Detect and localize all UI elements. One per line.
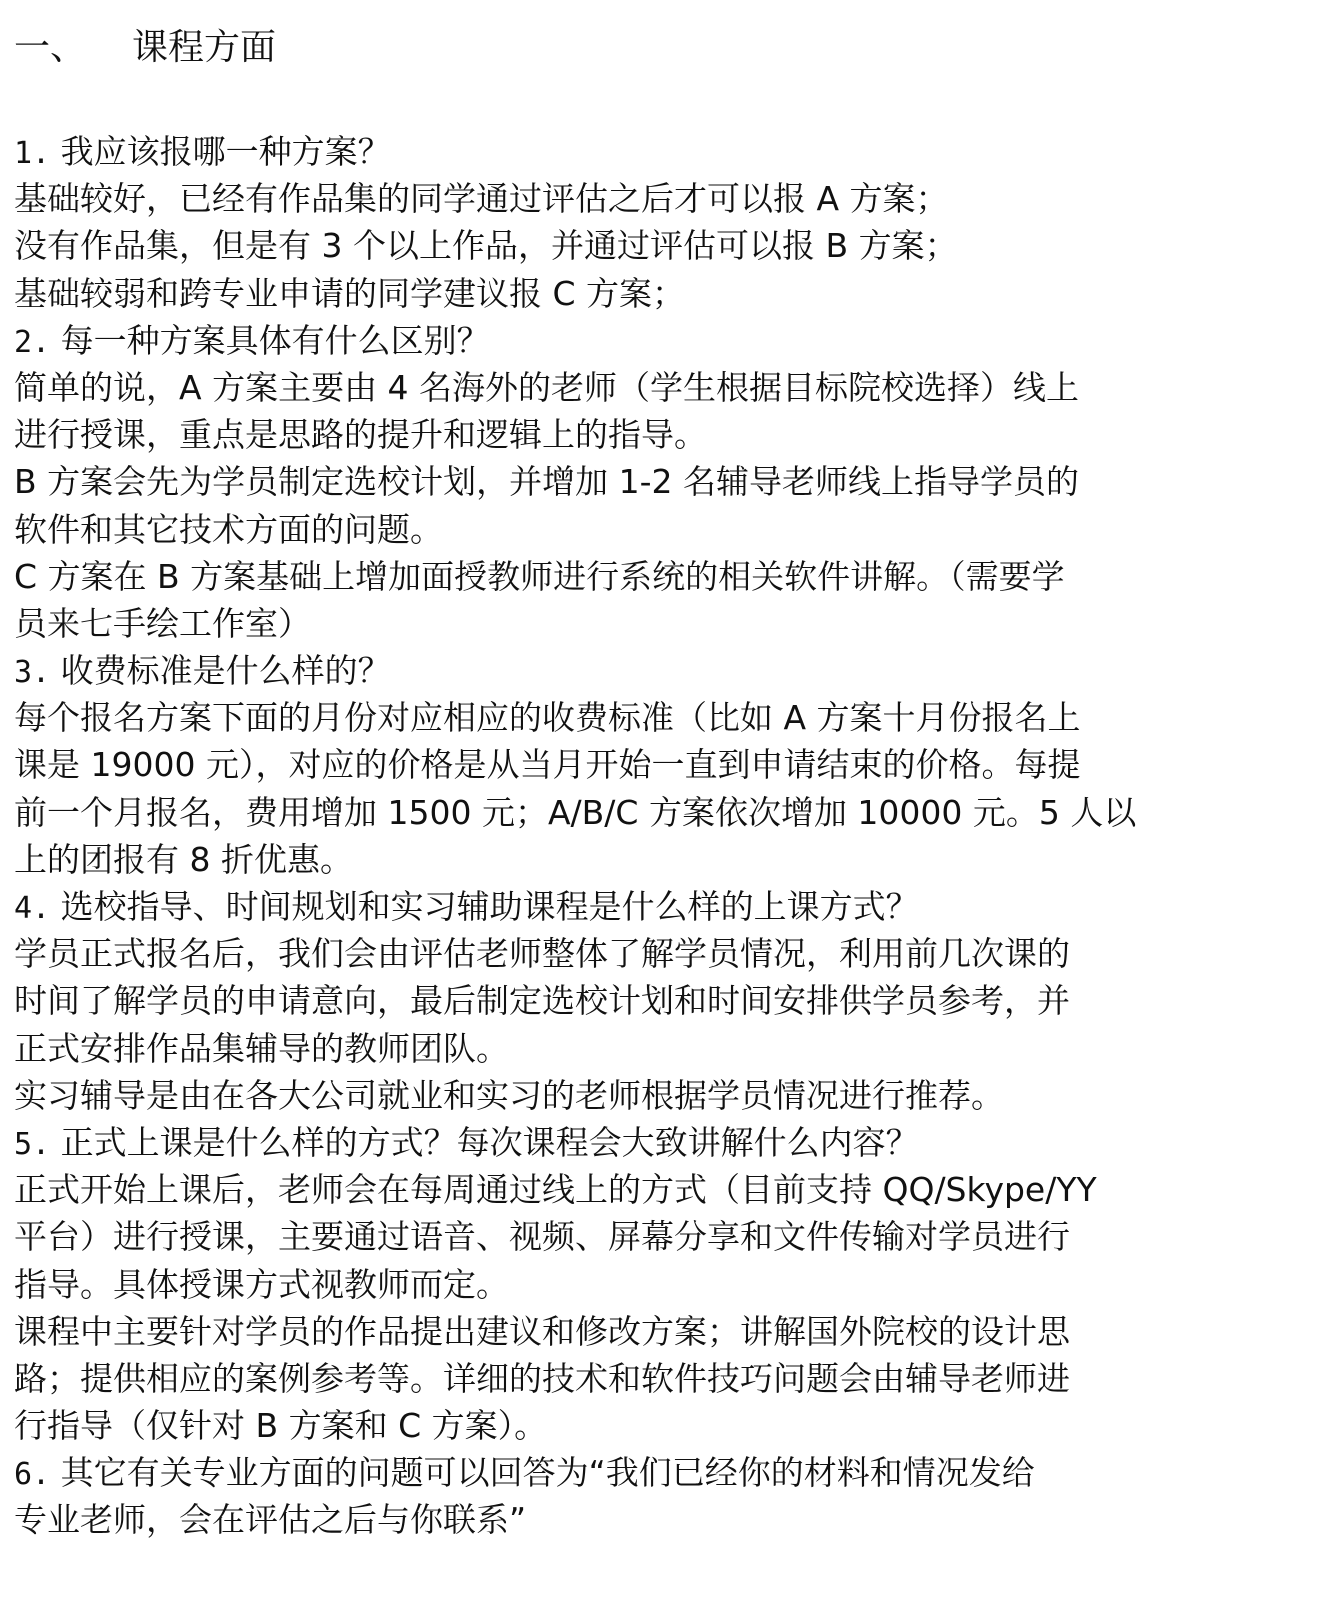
faq-question [14, 317, 1304, 364]
faq-item [14, 883, 1304, 1119]
faq-item [14, 317, 1304, 647]
answer-line: 上的团报有 8 折优惠。 [14, 839, 353, 879]
answer-line: 指导。具体授课方式视教师而定。 [14, 1264, 509, 1304]
faq-question [14, 883, 1304, 930]
faq-question [14, 1119, 1304, 1166]
faq-list [14, 128, 1304, 1544]
answer-line: 行指导（仅针对 B 方案和 C 方案）。 [14, 1406, 548, 1446]
faq-question [14, 128, 1304, 175]
faq-item [14, 1449, 1304, 1543]
document-page [14, 22, 1304, 1544]
question-text: 我应该报哪一种方案？ [60, 132, 391, 171]
answer-line: 专业老师，会在评估之后与你联系” [14, 1500, 527, 1540]
faq-item [14, 1119, 1304, 1449]
answer-line: 课程中主要针对学员的作品提出建议和修改方案；讲解国外院校的设计思 [14, 1311, 1070, 1351]
answer-line: 进行授课，重点是思路的提升和逻辑上的指导。 [14, 415, 707, 455]
faq-item [14, 128, 1304, 317]
question-text: 每一种方案具体有什么区别？ [60, 320, 490, 360]
answer-line: 基础较弱和跨专业申请的同学建议报 C 方案； [14, 273, 686, 313]
question-number: 4. [14, 891, 51, 926]
answer-line: 基础较好，已经有作品集的同学通过评估之后才可以报 A 方案； [14, 179, 949, 219]
answer-line: 简单的说，A 方案主要由 4 名海外的老师（学生根据目标院校选择）线上 [14, 367, 1080, 407]
answer-line: 软件和其它技术方面的问题。 [14, 509, 443, 549]
answer-line: 学员正式报名后，我们会由评估老师整体了解学员情况，利用前几次课的 [14, 934, 1070, 974]
answer-line: 正式开始上课后，老师会在每周通过线上的方式（目前支持 QQ/Skype/YY [14, 1170, 1097, 1210]
question-number: 5. [14, 1126, 51, 1162]
section-heading [14, 22, 1304, 74]
faq-question [14, 1449, 1304, 1496]
answer-line: 前一个月报名，费用增加 1500 元；A/B/C 方案依次增加 10000 元。5 人以 [14, 792, 1137, 832]
question-number: 6. [14, 1457, 51, 1493]
question-number: 3. [14, 655, 51, 691]
section-title: 课程方面 [132, 27, 277, 68]
answer-line: 员来七手绘工作室） [14, 603, 311, 643]
answer-line: 课是 19000 元），对应的价格是从当月开始一直到申请结束的价格。每提 [14, 745, 1081, 785]
section-number: 一、 [14, 27, 87, 68]
answer-line: 没有作品集，但是有 3 个以上作品，并通过评估可以报 B 方案； [14, 226, 958, 266]
answer-line: B 方案会先为学员制定选校计划，并增加 1-2 名辅导老师线上指导学员的 [14, 462, 1080, 502]
question-number: 2. [14, 324, 51, 360]
question-number: 1. [14, 136, 51, 171]
answer-line: 实习辅导是由在各大公司就业和实习的老师根据学员情况进行推荐。 [14, 1075, 1004, 1115]
answer-line: 平台）进行授课，主要通过语音、视频、屏幕分享和文件传输对学员进行 [14, 1217, 1070, 1257]
question-text: 其它有关专业方面的问题可以回答为“我们已经你的材料和情况发给 [60, 1453, 1035, 1493]
question-text: 正式上课是什么样的方式？每次课程会大致讲解什么内容？ [60, 1122, 919, 1162]
faq-item [14, 647, 1304, 883]
question-text: 选校指导、时间规划和实习辅助课程是什么样的上课方式？ [60, 887, 919, 926]
answer-line: 正式安排作品集辅导的教师团队。 [14, 1028, 509, 1068]
answer-line: C 方案在 B 方案基础上增加面授教师进行系统的相关软件讲解。（需要学 [14, 556, 1065, 596]
question-text: 收费标准是什么样的？ [60, 651, 391, 691]
answer-line: 每个报名方案下面的月份对应相应的收费标准（比如 A 方案十月份报名上 [14, 698, 1081, 738]
faq-question [14, 647, 1304, 694]
answer-line: 路；提供相应的案例参考等。详细的技术和软件技巧问题会由辅导老师进 [14, 1358, 1070, 1398]
answer-line: 时间了解学员的申请意向，最后制定选校计划和时间安排供学员参考，并 [14, 981, 1070, 1021]
